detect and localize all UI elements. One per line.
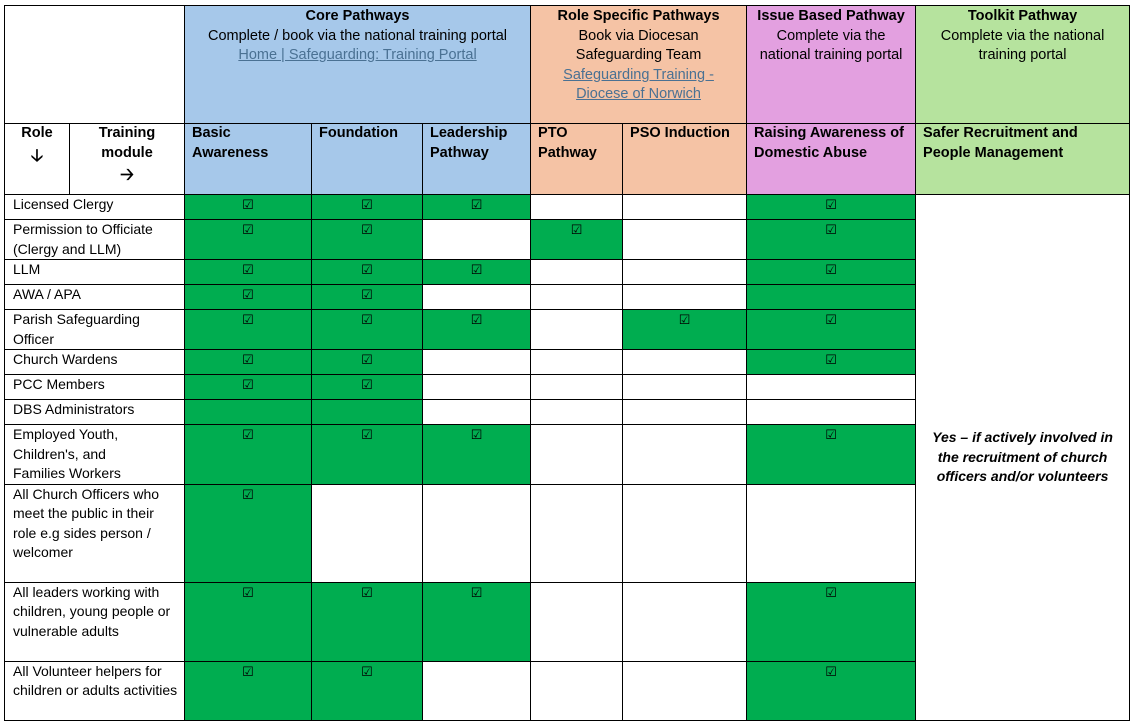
checkbox-icon: ☑ bbox=[242, 427, 254, 442]
empty-leadership bbox=[423, 661, 531, 720]
check-foundation bbox=[312, 220, 423, 260]
pto-header: PTO Pathway bbox=[531, 124, 623, 195]
check-foundation bbox=[312, 425, 423, 485]
role-name: Parish Safeguarding Officer bbox=[5, 310, 185, 350]
empty-pso bbox=[623, 375, 747, 400]
check-foundation bbox=[312, 195, 423, 220]
checkbox-icon: ☑ bbox=[470, 312, 483, 327]
arrow-down-icon: 🡣 bbox=[30, 145, 44, 165]
check-leadership bbox=[423, 310, 531, 350]
empty-pto bbox=[531, 350, 623, 375]
check-domestic bbox=[747, 582, 916, 661]
checkbox-icon: ☑ bbox=[470, 584, 483, 600]
blank-corner-cell bbox=[5, 6, 185, 124]
diocese-training-link[interactable]: Safeguarding Training - Diocese of Norwich bbox=[563, 66, 714, 102]
empty-pso bbox=[623, 195, 747, 220]
role-column-header bbox=[5, 124, 70, 195]
module-header-label: Training module bbox=[98, 125, 156, 161]
checkbox-icon: ☑ bbox=[825, 197, 837, 212]
checkbox-icon: ☑ bbox=[242, 222, 254, 237]
role-name: AWA / APA bbox=[5, 285, 185, 310]
check-basic bbox=[185, 260, 312, 285]
checkbox-icon: ☑ bbox=[361, 352, 373, 367]
check-basic bbox=[185, 484, 312, 582]
role-name: All Church Officers who meet the public in their role e.g sides person / welcomer bbox=[5, 484, 185, 582]
checkbox-icon: ☑ bbox=[361, 262, 373, 277]
checkbox-icon: ☑ bbox=[242, 312, 254, 327]
empty-pso bbox=[623, 661, 747, 720]
training-matrix-table bbox=[4, 5, 1130, 721]
role-specific-title: Role Specific Pathways bbox=[557, 8, 720, 24]
leadership-header: Leadership Pathway bbox=[423, 124, 531, 195]
checkbox-icon: ☑ bbox=[242, 584, 254, 600]
empty-pto bbox=[531, 195, 623, 220]
check-basic bbox=[185, 285, 312, 310]
empty-pto bbox=[531, 375, 623, 400]
role-name: All leaders working with children, young people or vulnerable adults bbox=[5, 582, 185, 661]
check-pso bbox=[623, 310, 747, 350]
module-header-row bbox=[5, 124, 1130, 195]
empty-pso bbox=[623, 220, 747, 260]
foundation-header: Foundation bbox=[312, 124, 423, 195]
checkbox-icon: ☑ bbox=[825, 584, 837, 600]
role-name-text: Employed Youth, Children's, and Families Workers bbox=[13, 426, 121, 481]
pso-header: PSO Induction bbox=[623, 124, 747, 195]
checkbox-icon: ☑ bbox=[825, 312, 837, 327]
issue-based-title: Issue Based Pathway bbox=[757, 8, 905, 24]
checkbox-icon: ☑ bbox=[361, 287, 373, 302]
empty-domestic bbox=[747, 484, 916, 582]
role-name bbox=[5, 425, 185, 485]
check-domestic bbox=[747, 260, 916, 285]
check-foundation bbox=[312, 310, 423, 350]
issue-based-subtitle: Complete via the national training portal bbox=[759, 27, 903, 63]
empty-pso bbox=[623, 260, 747, 285]
role-name: Licensed Clergy bbox=[5, 195, 185, 220]
check-domestic bbox=[747, 661, 916, 720]
checkbox-icon: ☑ bbox=[361, 584, 373, 600]
empty-leadership bbox=[423, 285, 531, 310]
empty-pso bbox=[623, 350, 747, 375]
checkbox-icon: ☑ bbox=[825, 222, 837, 237]
check-domestic bbox=[747, 220, 916, 260]
empty-leadership bbox=[423, 400, 531, 425]
check-leadership bbox=[423, 582, 531, 661]
checkbox-icon: ☑ bbox=[470, 262, 483, 277]
table-row bbox=[5, 195, 1130, 220]
core-pathways-title: Core Pathways bbox=[305, 8, 410, 24]
empty-pso bbox=[623, 400, 747, 425]
checkbox-icon: ☑ bbox=[470, 197, 483, 212]
role-name: Church Wardens bbox=[5, 350, 185, 375]
check-domestic bbox=[747, 350, 916, 375]
check-leadership bbox=[423, 260, 531, 285]
empty-pto bbox=[531, 310, 623, 350]
empty-leadership bbox=[423, 375, 531, 400]
empty-pto bbox=[531, 425, 623, 485]
empty-pso bbox=[623, 582, 747, 661]
empty-pto bbox=[531, 484, 623, 582]
role-specific-header bbox=[531, 6, 747, 124]
toolkit-title: Toolkit Pathway bbox=[967, 8, 1078, 24]
role-name: LLM bbox=[5, 260, 185, 285]
checkbox-icon: ☑ bbox=[242, 352, 254, 367]
toolkit-note: Yes – if actively involved in the recruitment of church officers and/or volunteers bbox=[916, 195, 1130, 721]
check-basic bbox=[185, 195, 312, 220]
checkbox-icon: ☑ bbox=[570, 222, 583, 237]
empty-pto bbox=[531, 400, 623, 425]
checkbox-icon: ☑ bbox=[242, 262, 254, 277]
empty-pso bbox=[623, 484, 747, 582]
checkbox-icon: ☑ bbox=[825, 663, 837, 679]
empty-pso bbox=[623, 425, 747, 485]
check-foundation bbox=[312, 260, 423, 285]
domestic-abuse-header: Raising Awareness of Domestic Abuse bbox=[747, 124, 916, 195]
empty-leadership bbox=[423, 350, 531, 375]
check-foundation bbox=[312, 350, 423, 375]
toolkit-header bbox=[916, 6, 1130, 124]
empty-pto bbox=[531, 661, 623, 720]
checkbox-icon: ☑ bbox=[361, 663, 373, 679]
check-basic bbox=[185, 310, 312, 350]
check-leadership bbox=[423, 425, 531, 485]
checkbox-icon: ☑ bbox=[825, 352, 837, 367]
issue-based-header bbox=[747, 6, 916, 124]
shaded-foundation bbox=[312, 400, 423, 425]
check-basic bbox=[185, 375, 312, 400]
check-domestic bbox=[747, 195, 916, 220]
checkbox-icon: ☑ bbox=[242, 486, 254, 502]
shaded-basic bbox=[185, 400, 312, 425]
empty-foundation bbox=[312, 484, 423, 582]
basic-awareness-header: Basic Awareness bbox=[185, 124, 312, 195]
role-name: All Volunteer helpers for children or adults activities bbox=[5, 661, 185, 720]
checkbox-icon: ☑ bbox=[242, 377, 254, 392]
check-basic bbox=[185, 425, 312, 485]
empty-leadership bbox=[423, 484, 531, 582]
check-leadership bbox=[423, 195, 531, 220]
check-foundation bbox=[312, 285, 423, 310]
checkbox-icon: ☑ bbox=[242, 287, 254, 302]
empty-pto bbox=[531, 260, 623, 285]
toolkit-subtitle: Complete via the national training portal bbox=[940, 27, 1105, 63]
role-name: DBS Administrators bbox=[5, 400, 185, 425]
module-column-header bbox=[70, 124, 185, 195]
role-name: PCC Members bbox=[5, 375, 185, 400]
check-domestic bbox=[747, 425, 916, 485]
pathway-header-row bbox=[5, 6, 1130, 124]
checkbox-icon: ☑ bbox=[361, 197, 373, 212]
checkbox-icon: ☑ bbox=[361, 312, 373, 327]
core-pathways-subtitle: Complete / book via the national training portal bbox=[207, 27, 508, 44]
role-specific-subtitle: Book via Diocesan Safeguarding Team bbox=[575, 27, 702, 63]
empty-pto bbox=[531, 582, 623, 661]
checkbox-icon: ☑ bbox=[678, 312, 691, 327]
checkbox-icon: ☑ bbox=[242, 663, 254, 679]
empty-domestic bbox=[747, 375, 916, 400]
check-domestic bbox=[747, 310, 916, 350]
check-basic bbox=[185, 661, 312, 720]
safer-recruitment-header: Safer Recruitment and People Management bbox=[916, 124, 1130, 195]
check-foundation bbox=[312, 582, 423, 661]
training-portal-link[interactable]: Home | Safeguarding: Training Portal bbox=[238, 47, 477, 63]
checkbox-icon: ☑ bbox=[242, 197, 254, 212]
checkbox-icon: ☑ bbox=[825, 427, 837, 442]
shaded-domestic bbox=[747, 285, 916, 310]
check-basic bbox=[185, 220, 312, 260]
check-foundation bbox=[312, 375, 423, 400]
check-pto bbox=[531, 220, 623, 260]
checkbox-icon: ☑ bbox=[361, 222, 373, 237]
arrow-right-icon: 🡢 bbox=[120, 165, 134, 184]
checkbox-icon: ☑ bbox=[470, 427, 483, 442]
empty-pto bbox=[531, 285, 623, 310]
role-header-label: Role bbox=[21, 125, 53, 141]
check-basic bbox=[185, 582, 312, 661]
role-name: Permission to Officiate (Clergy and LLM) bbox=[5, 220, 185, 260]
check-foundation bbox=[312, 661, 423, 720]
empty-leadership bbox=[423, 220, 531, 260]
empty-domestic bbox=[747, 400, 916, 425]
check-basic bbox=[185, 350, 312, 375]
empty-pso bbox=[623, 285, 747, 310]
checkbox-icon: ☑ bbox=[361, 377, 373, 392]
checkbox-icon: ☑ bbox=[825, 262, 837, 277]
core-pathways-header bbox=[185, 6, 531, 124]
checkbox-icon: ☑ bbox=[361, 427, 373, 442]
